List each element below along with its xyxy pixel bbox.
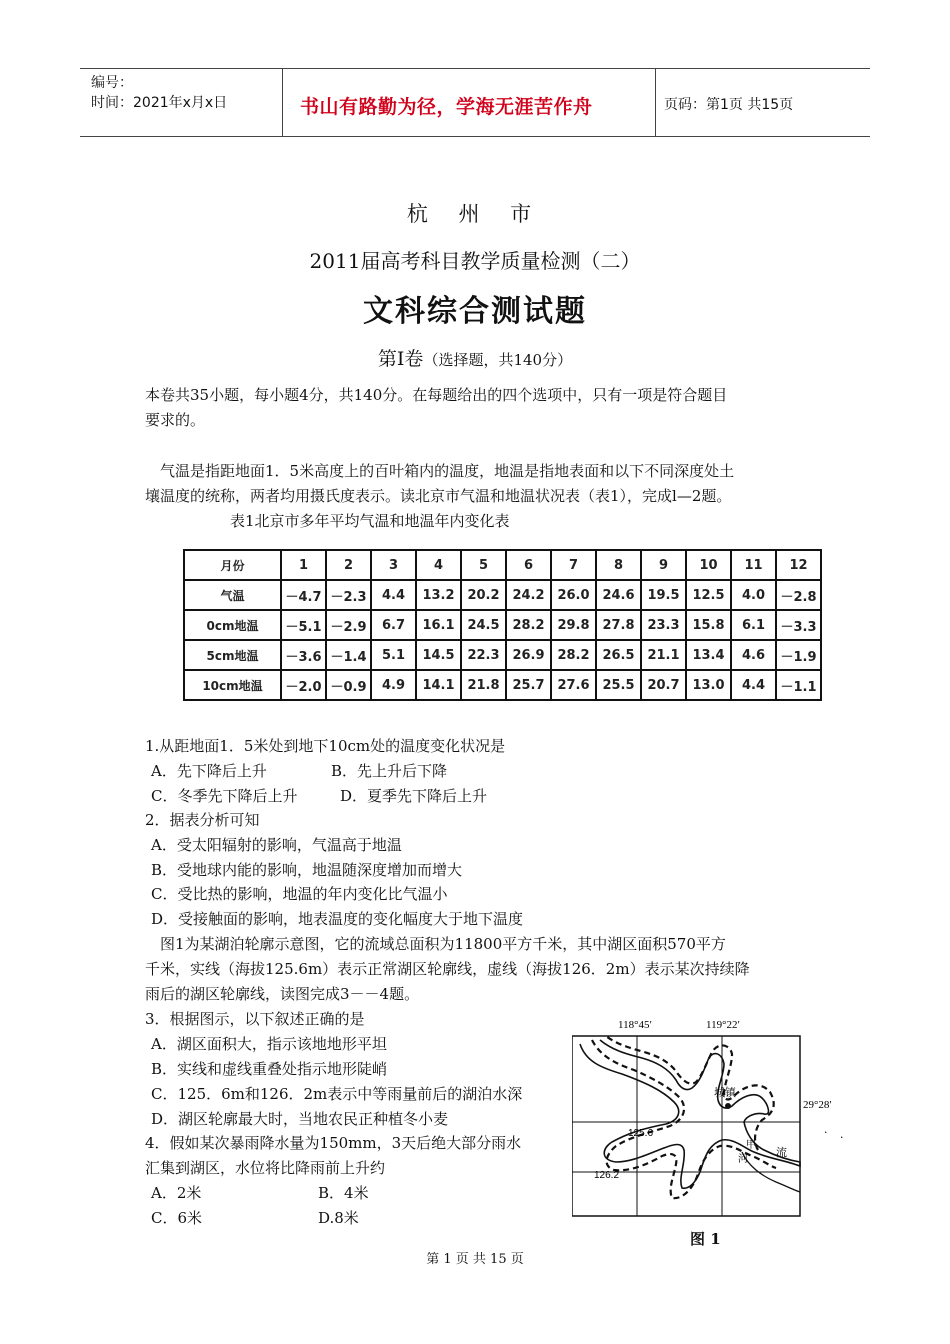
question-stem: 3．根据图示，以下叙述正确的是 <box>145 1010 365 1028</box>
table-cell: 6.7 <box>371 610 416 640</box>
map-frame <box>572 1036 800 1216</box>
longitude-label: 119°22′ <box>706 1019 740 1031</box>
table-row <box>184 640 821 670</box>
exam-title: 文科综合测试题 <box>363 294 587 329</box>
passage-line: 雨后的湖区轮廓线，读图完成3－－4题。 <box>145 985 420 1003</box>
table-cell: －3.6 <box>281 640 326 670</box>
table-cell: 23.3 <box>641 610 686 640</box>
table-cell: 21.1 <box>641 640 686 670</box>
option-b: B．实线和虚线重叠处指示地形陡峭 <box>151 1060 388 1078</box>
table-cell: 5 <box>461 550 506 580</box>
exam-city: 杭 州 市 <box>406 202 544 226</box>
option-c: C．冬季先下降后上升 <box>151 787 298 805</box>
river-label: 流 <box>776 1147 787 1159</box>
header-top-rule <box>80 68 870 69</box>
table-cell: 12 <box>776 550 821 580</box>
option-b: B．受地球内能的影响，地温随深度增加而增大 <box>151 861 463 879</box>
table-cell: 9 <box>641 550 686 580</box>
passage-line: 壤温度的统称，两者均用摄氏度表示。读北京市气温和地温状况表（表1），完成l—2题。 <box>145 487 732 505</box>
header-motto: 书山有路勤为径，学海无涯苦作舟 <box>300 96 593 118</box>
intro-line: 要求的。 <box>145 411 206 429</box>
table-cell: －2.3 <box>326 580 371 610</box>
question-stem: 1.从距地面1．5米处到地下10cm处的温度变化状况是 <box>145 737 506 755</box>
table-header-row <box>184 550 821 580</box>
table-cell: 27.6 <box>551 670 596 700</box>
table-cell: 3 <box>371 550 416 580</box>
option-b: B．4米 <box>318 1184 369 1202</box>
question-stem: 2．据表分析可知 <box>145 811 260 829</box>
contour-label: 125.6 <box>628 1128 654 1139</box>
table-cell: 5.1 <box>371 640 416 670</box>
table-cell: 27.8 <box>596 610 641 640</box>
table-cell: 8 <box>596 550 641 580</box>
option-a: A．受太阳辐射的影响，气温高于地温 <box>151 836 402 854</box>
table-cell: －3.3 <box>776 610 821 640</box>
table-cell: 4.4 <box>731 670 776 700</box>
table-cell: 2 <box>326 550 371 580</box>
header-divider <box>655 68 656 136</box>
temperature-table <box>183 549 822 701</box>
option-a: A．湖区面积大，指示该地地形平坦 <box>151 1035 387 1053</box>
table-caption: 表1北京市多年平均气温和地温年内变化表 <box>230 512 510 530</box>
table-cell: －0.9 <box>326 670 371 700</box>
table-cell: 28.2 <box>506 610 551 640</box>
option-d: D．湖区轮廓最大时，当地农民正种植冬小麦 <box>151 1110 449 1128</box>
table-cell: 24.6 <box>596 580 641 610</box>
table-cell: 22.3 <box>461 640 506 670</box>
table-cell: 14.1 <box>416 670 461 700</box>
header-page-code: 页码：第1页 共15页 <box>664 97 794 113</box>
table-cell: 14.5 <box>416 640 461 670</box>
table-cell: 15.8 <box>686 610 731 640</box>
river-label: 甲 <box>746 1140 756 1151</box>
option-c: C．6米 <box>151 1209 203 1227</box>
table-cell: 26.0 <box>551 580 596 610</box>
table-cell: 28.2 <box>551 640 596 670</box>
header-time-label: 时间：2021年x月x日 <box>91 95 228 111</box>
intro-line: 本卷共35小题，每小题4分，共140分。在每题给出的四个选项中，只有一项是符合题目 <box>145 386 728 404</box>
table-row-header: 月份 <box>184 550 281 580</box>
table-cell: 25.7 <box>506 670 551 700</box>
table-cell: －2.8 <box>776 580 821 610</box>
page-footer: 第 1 页 共 15 页 <box>426 1252 524 1267</box>
table-cell: 19.5 <box>641 580 686 610</box>
table-cell: 10 <box>686 550 731 580</box>
option-c: C．125．6m和126．2m表示中等雨量前后的湖泊水深 <box>151 1085 523 1103</box>
exam-subtitle: 2011届高考科目教学质量检测（二） <box>309 249 641 273</box>
volume-label: 第Ⅰ卷 <box>377 348 424 370</box>
passage-line: 千米，实线（海拔125.6m）表示正常湖区轮廓线，虚线（海拔126．2m）表示某次持续降 <box>145 960 750 978</box>
option-c: C．受比热的影响，地温的年内变化比气温小 <box>151 885 448 903</box>
table-row-header: 5cm地温 <box>184 640 281 670</box>
table-cell: 7 <box>551 550 596 580</box>
table-cell: 26.9 <box>506 640 551 670</box>
question-stem: 汇集到湖区，水位将比降雨前上升约 <box>145 1159 386 1177</box>
table-cell: 4.9 <box>371 670 416 700</box>
table-row-header: 10cm地温 <box>184 670 281 700</box>
town-marker <box>725 1103 731 1109</box>
lake-outline-map <box>572 1016 862 1226</box>
header-bottom-rule <box>80 136 870 137</box>
option-d: D．夏季先下降后上升 <box>340 787 488 805</box>
question-stem: 4．假如某次暴雨降水量为150mm，3天后绝大部分雨水 <box>145 1134 522 1152</box>
table-cell: 24.5 <box>461 610 506 640</box>
table-cell: 4.4 <box>371 580 416 610</box>
table-cell: 20.7 <box>641 670 686 700</box>
option-d: D．受接触面的影响，地表温度的变化幅度大于地下温度 <box>151 910 524 928</box>
passage-line: 气温是指距地面1．5米高度上的百叶箱内的温度，地温是指地表面和以下不同深度处土 <box>160 462 735 480</box>
header-number-label: 编号： <box>91 75 133 91</box>
table-cell: 13.4 <box>686 640 731 670</box>
table-cell: 12.5 <box>686 580 731 610</box>
table-cell: 11 <box>731 550 776 580</box>
volume-note: （选择题，共140分） <box>423 351 573 369</box>
town-label: 城镇 <box>714 1087 736 1099</box>
table-cell: 6 <box>506 550 551 580</box>
river-label: 河 <box>738 1154 748 1165</box>
table-cell: －5.1 <box>281 610 326 640</box>
table-cell: 4.6 <box>731 640 776 670</box>
table-cell: －1.4 <box>326 640 371 670</box>
table-row-header: 0cm地温 <box>184 610 281 640</box>
table-cell: 24.2 <box>506 580 551 610</box>
option-b: B．先上升后下降 <box>331 762 448 780</box>
table-cell: 4 <box>416 550 461 580</box>
table-cell: －4.7 <box>281 580 326 610</box>
table-cell: 13.2 <box>416 580 461 610</box>
latitude-label: 29°28′ <box>803 1099 832 1111</box>
table-cell: 20.2 <box>461 580 506 610</box>
figure-caption: 图 1 <box>690 1230 721 1248</box>
map-mark: · <box>840 1131 844 1144</box>
table-cell: －1.1 <box>776 670 821 700</box>
table-cell: 13.0 <box>686 670 731 700</box>
table-cell: 25.5 <box>596 670 641 700</box>
contour-label: 126.2 <box>594 1170 620 1181</box>
table-cell: 29.8 <box>551 610 596 640</box>
table-row <box>184 610 821 640</box>
volume-heading <box>0 344 950 371</box>
table-cell: 4.0 <box>731 580 776 610</box>
table-row-header: 气温 <box>184 580 281 610</box>
option-a: A．先下降后上升 <box>151 762 267 780</box>
table-row <box>184 580 821 610</box>
table-cell: －2.0 <box>281 670 326 700</box>
table-cell: 26.5 <box>596 640 641 670</box>
header-divider <box>282 68 283 136</box>
passage-line: 图1为某湖泊轮廓示意图，它的流域总面积为11800平方千米，其中湖区面积570平方 <box>160 935 726 953</box>
longitude-label: 118°45′ <box>618 1019 652 1031</box>
table-cell: －2.9 <box>326 610 371 640</box>
table-row <box>184 670 821 700</box>
table-cell: 21.8 <box>461 670 506 700</box>
table-cell: 1 <box>281 550 326 580</box>
map-mark: · <box>824 1126 828 1139</box>
option-d: D.8米 <box>318 1209 359 1227</box>
option-a: A．2米 <box>151 1184 202 1202</box>
table-cell: 6.1 <box>731 610 776 640</box>
table-cell: 16.1 <box>416 610 461 640</box>
table-cell: －1.9 <box>776 640 821 670</box>
